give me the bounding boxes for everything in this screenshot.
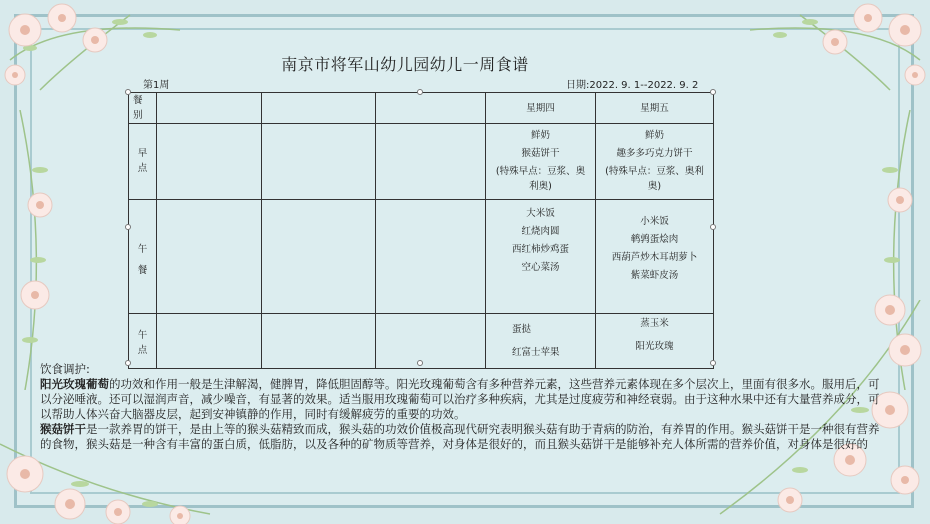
- menu-cell-fri-snack: 蒸玉米 阳光玫瑰: [596, 314, 714, 369]
- day-header-friday: 星期五: [596, 93, 714, 124]
- notes-paragraph-grape: 阳光玫瑰葡萄的功效和作用一般是生津解渴，健脾胃，降低胆固醇等。阳光玫瑰葡萄含有多种营养元素，这些营养元素体现在多个层次上，里面有很多水。服用后，可以分泌唾液。还可以湿润声音，减少噪音，有显著的效果。适当服用玫瑰葡萄可以治疗多种疾病，尤其是过度疲劳和神经衰弱。由于这种水果中还有大量营养成分，可以帮助人体兴奋大脑器皮层，起到安神镇静的作用，同时有缓解疲劳的重要的功效。: [40, 377, 880, 421]
- row-label-breakfast: 早 点: [129, 124, 157, 200]
- menu-cell: [376, 314, 486, 369]
- page-title: 南京市将军山幼儿园幼儿一周食谱: [281, 55, 529, 74]
- header-row: [129, 93, 714, 124]
- menu-cell: [262, 200, 376, 314]
- day-header: [262, 93, 376, 124]
- menu-table[interactable]: [128, 92, 714, 369]
- menu-cell-thu-lunch: 大米饭 红烧肉圆 西红柿炒鸡蛋 空心菜汤: [486, 200, 596, 314]
- menu-cell-fri-breakfast: 鲜奶 趣多多巧克力饼干 (特殊早点：豆浆、奥利 奥): [596, 124, 714, 200]
- menu-cell: [262, 314, 376, 369]
- corner-cell: 餐 别: [129, 93, 157, 124]
- menu-cell: [376, 124, 486, 200]
- resize-handle-mid-left[interactable]: [125, 224, 131, 230]
- diet-notes[interactable]: [40, 362, 882, 452]
- row-label-snack: 午 点: [129, 314, 157, 369]
- day-header: [157, 93, 262, 124]
- date-label: 日期:2022. 9. 1--2022. 9. 2: [566, 80, 699, 91]
- menu-cell: [157, 200, 262, 314]
- menu-cell: [157, 124, 262, 200]
- resize-handle-top-left[interactable]: [125, 89, 131, 95]
- notes-heading: 饮食调护:: [40, 362, 90, 376]
- menu-cell-thu-breakfast: 鲜奶 猴菇饼干 (特殊早点：豆浆、奥 利奥): [486, 124, 596, 200]
- day-header-thursday: 星期四: [486, 93, 596, 124]
- breakfast-row: [129, 124, 714, 200]
- week-label: 第1周: [143, 80, 170, 91]
- notes-paragraph-biscuit: 猴菇饼干是一款养胃的饼干，是由上等的猴头菇精致而成，猴头菇的功效价值极高现代研究表明猴头菇有助于青病的防治，有养胃的作用。猴头菇饼干是一种很有营养的食物，猴头菇是一种含有丰富的蛋白质，低脂肪，以及各种的矿物质等营养，对身体是很好的，而且猴头菇饼干是能够补充人体所需的营养价值，对身体是很好的: [40, 422, 880, 451]
- menu-cell: [157, 314, 262, 369]
- menu-cell: [376, 200, 486, 314]
- flower-left-edge-icon: [0, 110, 70, 390]
- resize-handle-top-right[interactable]: [710, 89, 716, 95]
- menu-cell-thu-snack: 蛋挞 红富士苹果: [486, 314, 596, 369]
- resize-handle-mid-right[interactable]: [710, 224, 716, 230]
- day-header: [376, 93, 486, 124]
- row-label-lunch: 午 餐: [129, 200, 157, 314]
- resize-handle-top-mid[interactable]: [417, 89, 423, 95]
- menu-cell-fri-lunch: 小米饭 鹌鹑蛋烩肉 西葫芦炒木耳胡萝卜 紫菜虾皮汤: [596, 200, 714, 314]
- lunch-row: [129, 200, 714, 314]
- menu-cell: [262, 124, 376, 200]
